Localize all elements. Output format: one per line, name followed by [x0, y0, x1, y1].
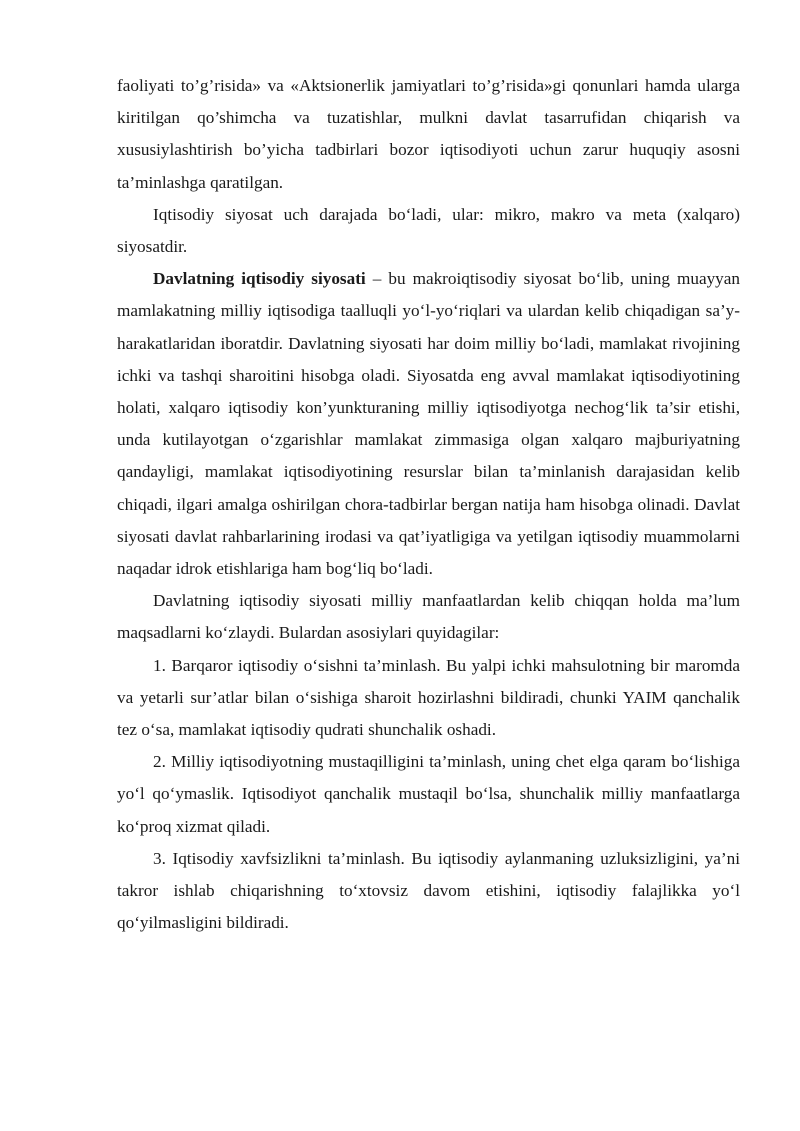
paragraph-text: Davlatning iqtisodiy siyosati milliy manfaatlardan kelib chiqqan holda ma’lum maqsadlarni ko‘zlaydi. Bulardan asosiylari quyidagilar:: [117, 591, 740, 643]
paragraph-policy-goals: [117, 585, 740, 649]
bold-term: Davlatning iqtisodiy siyosati: [153, 269, 366, 289]
paragraph-text: 3. Iqtisodiy xavfsizlikni ta’minlash. Bu iqtisodiy aylanmaning uzluksizligini, ya’ni takror ishlab chiqarishning to‘xtovsiz davom etishini, iqtisodiy falajlikka yo‘l qo‘yilmasligini bildiradi.: [117, 848, 740, 933]
list-item-security: [117, 843, 740, 940]
paragraph-text: – bu makroiqtisodiy siyosat bo‘lib, uning muayyan mamlakatning milliy iqtisodiga taalluqli yo‘l-yo‘riqlari va ulardan kelib chiqadigan sa’y-harakatlaridan iboratdir. Davlatning siyosati har doim milliy bo‘ladi, mamlakat rivojining ichki va tashqi sharoitini hisobga oladi. Siyosatda eng avval mamlakat iqtisodiyotining holati, xalqaro iqtisodiy kon’yunkturaning milliy iqtisodiyotga nechog‘lik ta’sir etishi, unda kutilayotgan o‘zgarishlar mamlakat zimmasiga olgan xalqaro majburiyatning qandayligi, mamlakat iqtisodiyotining resurslar bilan ta’minlanish darajasidan kelib chiqadi, ilgari amalga oshirilgan chora-tadbirlar bergan natija ham hisobga olinadi. Davlat siyosati davlat rahbarlarining irodasi va qat’iyatligiga va yetilgan iqtisodiy muammolarni naqadar idrok etishlariga ham bog‘liq bo‘ladi.: [117, 269, 741, 579]
paragraph-policy-levels: [117, 199, 740, 263]
list-item-growth: [117, 650, 740, 747]
paragraph-state-economic-policy: [117, 263, 740, 585]
paragraph-legal-basis: [117, 70, 740, 199]
document-page: [117, 70, 740, 939]
paragraph-text: 1. Barqaror iqtisodiy o‘sishni ta’minlash. Bu yalpi ichki mahsulotning bir maromda va yetarli sur’atlar bilan o‘sishiga sharoit hozirlashni bildiradi, chunki YAIM qanchalik tez o‘sa, mamlakat iqtisodiy qudrati shunchalik oshadi.: [117, 655, 740, 740]
paragraph-text: faoliyati to’g’risida» va «Aktsionerlik jamiyatlari to’g’risida»gi qonunlari hamda ularga kiritilgan qo’shimcha va tuzatishlar, mulkni davlat tasarrufidan chiqarish va xususiylashtirish bo’yicha tadbirlari bozor iqtisodiyoti uchun zarur huquqiy asosni ta’minlashga qaratilgan.: [117, 76, 740, 192]
list-item-independence: [117, 746, 740, 843]
paragraph-text: Iqtisodiy siyosat uch darajada bo‘ladi, ular: mikro, makro va meta (xalqaro) siyosatdir.: [117, 204, 740, 257]
paragraph-text: 2. Milliy iqtisodiyotning mustaqilligini ta’minlash, uning chet elga qaram bo‘lishiga yo‘l qo‘ymaslik. Iqtisodiyot qanchalik mustaqil bo‘lsa, shunchalik milliy manfaatlarga ko‘proq xizmat qiladi.: [117, 752, 740, 836]
